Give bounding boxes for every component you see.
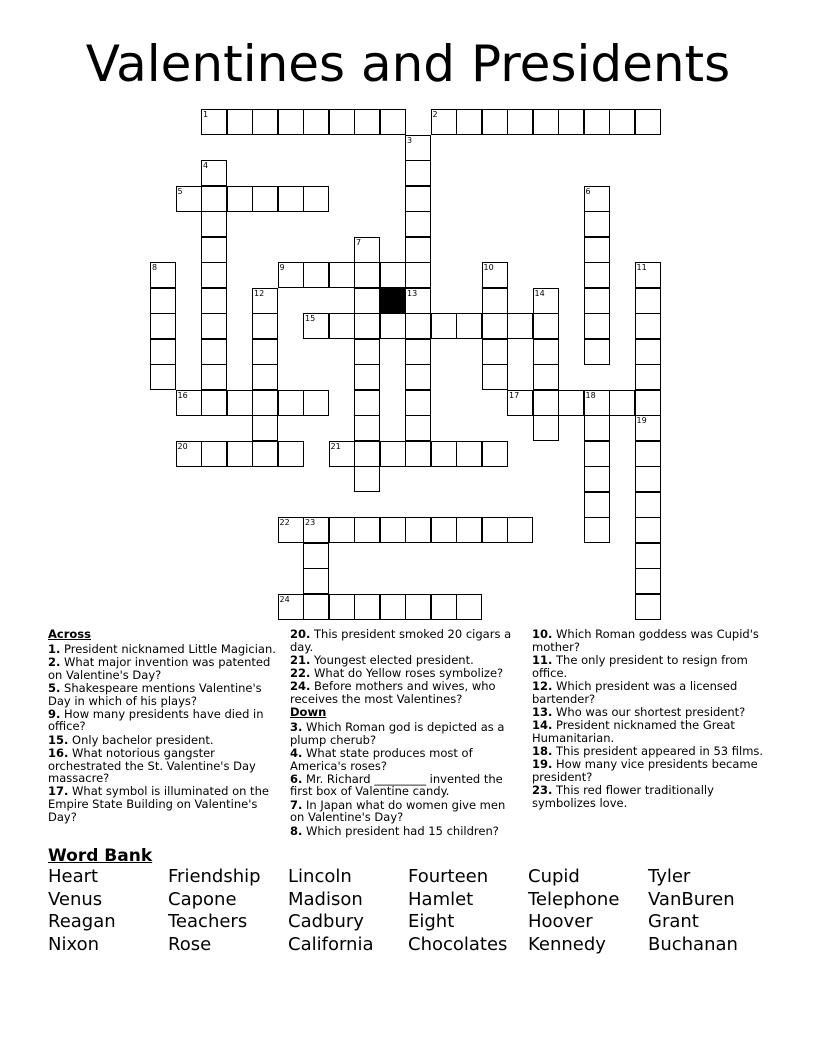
crossword-cell[interactable] xyxy=(405,594,431,620)
crossword-cell[interactable] xyxy=(201,160,227,186)
clue-text: Which president was a licensed bartender? xyxy=(532,678,738,706)
word-bank-word: VanBuren xyxy=(648,888,735,910)
clue-number: 3 xyxy=(407,135,413,145)
clue-item xyxy=(290,721,522,746)
crossword-cell[interactable] xyxy=(252,339,278,365)
crossword-cell[interactable] xyxy=(456,594,482,620)
clue-text: What symbol is illuminated on the Empire State Building on Valentine's Day? xyxy=(48,784,269,824)
crossword-cell[interactable] xyxy=(303,390,329,416)
word-bank xyxy=(48,866,768,957)
crossword-cell[interactable] xyxy=(482,262,508,288)
crossword-cell[interactable] xyxy=(558,109,584,135)
crossword-cell[interactable] xyxy=(329,313,355,339)
crossword-cell[interactable] xyxy=(354,237,380,263)
crossword-cell[interactable] xyxy=(635,262,661,288)
crossword-cell[interactable] xyxy=(303,313,329,339)
clue-item xyxy=(290,773,522,798)
word-bank-word: Cadbury xyxy=(288,911,364,933)
crossword-cell[interactable] xyxy=(150,262,176,288)
crossword-cell[interactable] xyxy=(201,288,227,314)
clue-item xyxy=(290,799,522,824)
clue-item xyxy=(290,628,522,653)
crossword-cell[interactable] xyxy=(584,262,610,288)
crossword-cell[interactable] xyxy=(558,390,584,416)
crossword-cell[interactable] xyxy=(584,339,610,365)
clue-number: 11. xyxy=(532,652,553,667)
crossword-cell[interactable] xyxy=(584,441,610,467)
clue-text: Which Roman goddess was Cupid's mother? xyxy=(532,627,759,654)
clue-number: 16. xyxy=(48,745,69,760)
clue-number: 14 xyxy=(534,288,545,298)
crossword-cell[interactable] xyxy=(252,288,278,314)
crossword-cell[interactable] xyxy=(533,390,559,416)
word-bank-word: Eight xyxy=(408,911,455,933)
clue-number: 23 xyxy=(305,518,316,527)
crossword-cell[interactable] xyxy=(405,390,431,416)
crossword-cell[interactable] xyxy=(329,594,355,620)
crossword-cell[interactable] xyxy=(176,441,202,467)
clues-column-2 xyxy=(290,628,522,838)
clue-text: Which president had 15 children? xyxy=(302,823,499,838)
clues-column-1 xyxy=(48,628,280,824)
crossword-cell[interactable] xyxy=(303,186,329,212)
crossword-cell[interactable] xyxy=(150,313,176,339)
across-header: Across xyxy=(48,627,91,641)
clue-number: 6. xyxy=(290,771,303,786)
clue-number: 18. xyxy=(532,743,553,758)
crossword-cell[interactable] xyxy=(176,186,202,212)
word-bank-word: Rose xyxy=(168,934,212,956)
crossword-cell[interactable] xyxy=(635,466,661,492)
word-bank-word: Telephone xyxy=(528,888,620,910)
clue-number: 10 xyxy=(483,263,494,272)
clue-number: 4 xyxy=(203,161,209,170)
clue-number: 13. xyxy=(532,704,553,719)
crossword-cell[interactable] xyxy=(150,364,176,390)
down-header: Down xyxy=(290,705,327,720)
crossword-cell[interactable] xyxy=(380,313,406,339)
word-bank-word: Buchanan xyxy=(648,934,738,956)
crossword-cell[interactable] xyxy=(635,441,661,467)
crossword-cell[interactable] xyxy=(635,415,661,441)
crossword-cell[interactable] xyxy=(201,109,227,135)
crossword-cell[interactable] xyxy=(584,109,610,135)
crossword-cell[interactable] xyxy=(635,390,661,416)
crossword-cell[interactable] xyxy=(201,441,227,467)
crossword-cell[interactable] xyxy=(482,109,508,135)
crossword-cell[interactable] xyxy=(354,313,380,339)
crossword-cell[interactable] xyxy=(533,313,559,339)
crossword-cell[interactable] xyxy=(482,313,508,339)
clue-number: 22. xyxy=(290,666,311,681)
crossword-cell[interactable] xyxy=(609,109,635,135)
clue-number: 5. xyxy=(48,680,61,695)
crossword-cell[interactable] xyxy=(329,441,355,467)
clue-number: 1. xyxy=(48,641,61,656)
crossword-cell[interactable] xyxy=(456,313,482,339)
clue-item xyxy=(532,758,764,783)
clue-text: Youngest elected president. xyxy=(310,652,474,667)
word-bank-word: Fourteen xyxy=(408,866,489,887)
clue-item xyxy=(48,682,280,707)
crossword-cell[interactable] xyxy=(609,390,635,416)
crossword-cell[interactable] xyxy=(354,466,380,492)
crossword-cell[interactable] xyxy=(456,517,482,543)
crossword-cell[interactable] xyxy=(431,594,457,620)
crossword-cell[interactable] xyxy=(584,288,610,314)
crossword-cell[interactable] xyxy=(405,288,431,314)
clue-item xyxy=(48,785,280,823)
clue-item xyxy=(532,784,764,809)
clue-number: 8 xyxy=(152,263,158,272)
crossword-cell[interactable] xyxy=(405,186,431,212)
crossword-cell[interactable] xyxy=(278,186,304,212)
crossword-cell[interactable] xyxy=(431,109,457,135)
crossword-cell[interactable] xyxy=(278,390,304,416)
clue-number: 13 xyxy=(407,288,418,298)
crossword-cell[interactable] xyxy=(354,390,380,416)
crossword-cell[interactable] xyxy=(482,339,508,365)
word-bank-word: Hoover xyxy=(528,911,593,933)
crossword-cell[interactable] xyxy=(227,390,253,416)
clue-number: 24. xyxy=(290,679,311,694)
clue-number: 8. xyxy=(290,823,303,838)
clue-item xyxy=(290,654,522,667)
clue-item xyxy=(48,643,280,656)
word-bank-word: Tyler xyxy=(648,866,691,887)
clue-item xyxy=(532,706,764,719)
crossword-cell[interactable] xyxy=(635,288,661,314)
clue-number: 22 xyxy=(279,518,290,527)
crossword-cell[interactable] xyxy=(227,109,253,135)
crossword-cell[interactable] xyxy=(584,211,610,237)
puzzle-title: Valentines and Presidents xyxy=(85,35,731,93)
crossword-cell[interactable] xyxy=(354,262,380,288)
clue-number: 4. xyxy=(290,745,303,760)
crossword-cell[interactable] xyxy=(507,109,533,135)
crossword-cell[interactable] xyxy=(584,415,610,441)
crossword-cell[interactable] xyxy=(635,339,661,365)
crossword-cell[interactable] xyxy=(584,313,610,339)
word-bank-word: Cupid xyxy=(528,866,580,887)
word-bank-word: Teachers xyxy=(168,911,248,933)
clue-number: 14. xyxy=(532,717,553,732)
crossword-cell[interactable] xyxy=(303,517,329,543)
crossword-cell[interactable] xyxy=(635,364,661,390)
clue-text: This red flower traditionally symbolizes love. xyxy=(532,782,714,810)
crossword-cell[interactable] xyxy=(635,568,661,594)
crossword-cell[interactable] xyxy=(431,313,457,339)
clue-item xyxy=(48,656,280,681)
crossword-cell[interactable] xyxy=(354,441,380,467)
crossword-cell[interactable] xyxy=(329,262,355,288)
crossword-cell[interactable] xyxy=(405,415,431,441)
word-bank-word: Madison xyxy=(288,888,363,910)
crossword-cell[interactable] xyxy=(482,441,508,467)
crossword-cell[interactable] xyxy=(405,211,431,237)
crossword-cell[interactable] xyxy=(635,594,661,620)
clue-number: 6 xyxy=(585,186,591,196)
crossword-cell[interactable] xyxy=(380,262,406,288)
clue-number: 5 xyxy=(177,186,183,196)
clue-number: 9. xyxy=(48,706,61,721)
clue-number: 20. xyxy=(290,627,311,641)
crossword-cell[interactable] xyxy=(635,543,661,569)
clue-item xyxy=(532,745,764,758)
crossword-cell[interactable] xyxy=(635,492,661,518)
clue-number: 11 xyxy=(636,263,647,272)
clue-number: 24 xyxy=(279,594,290,604)
crossword-cell[interactable] xyxy=(482,364,508,390)
clue-item xyxy=(290,667,522,680)
word-bank-word: Heart xyxy=(48,866,99,887)
clue-number: 20 xyxy=(177,441,188,451)
clue-item xyxy=(48,747,280,785)
crossword-cell[interactable] xyxy=(303,594,329,620)
clue-text: What major invention was patented on Valentine's Day? xyxy=(48,654,271,682)
crossword-cell[interactable] xyxy=(303,262,329,288)
clue-text: Shakespeare mentions Valentine's Day in which of his plays? xyxy=(48,680,262,708)
clue-number: 2 xyxy=(432,110,438,119)
crossword-cell[interactable] xyxy=(380,441,406,467)
clue-item xyxy=(532,628,764,653)
word-bank-word: Capone xyxy=(168,888,237,910)
clue-number: 19 xyxy=(636,416,647,425)
crossword-cell[interactable] xyxy=(431,441,457,467)
crossword-cell[interactable] xyxy=(303,109,329,135)
clue-item xyxy=(290,680,522,705)
word-bank-word: Nixon xyxy=(48,934,99,956)
clue-number: 12. xyxy=(532,678,553,693)
word-bank-word: California xyxy=(288,934,374,956)
crossword-cell[interactable] xyxy=(278,262,304,288)
crossword-cell[interactable] xyxy=(482,517,508,543)
crossword-cell[interactable] xyxy=(533,364,559,390)
crossword-cell[interactable] xyxy=(431,517,457,543)
crossword-cell[interactable] xyxy=(227,186,253,212)
crossword-cell[interactable] xyxy=(584,186,610,212)
crossword-cell[interactable] xyxy=(252,109,278,135)
clue-number: 7 xyxy=(356,237,362,247)
clue-number: 3. xyxy=(290,719,303,734)
crossword-cell[interactable] xyxy=(201,390,227,416)
clue-number: 9 xyxy=(279,263,285,272)
crossword-cell[interactable] xyxy=(507,390,533,416)
clue-number: 23. xyxy=(532,782,553,797)
crossword-cell[interactable] xyxy=(354,339,380,365)
crossword-cell[interactable] xyxy=(533,415,559,441)
crossword-cell[interactable] xyxy=(405,313,431,339)
crossword-cell[interactable] xyxy=(329,517,355,543)
crossword-cell[interactable] xyxy=(354,415,380,441)
crossword-cell[interactable] xyxy=(584,492,610,518)
clue-text: Who was our shortest president? xyxy=(552,704,746,719)
crossword-cell[interactable] xyxy=(227,441,253,467)
crossword-cell[interactable] xyxy=(405,517,431,543)
crossword-cell[interactable] xyxy=(456,109,482,135)
clue-number: 19. xyxy=(532,757,553,772)
crossword-cell[interactable] xyxy=(635,313,661,339)
clue-text: How many presidents have died in office? xyxy=(48,706,264,734)
word-bank-word: Chocolates xyxy=(408,934,508,956)
clue-item xyxy=(48,708,280,733)
clue-number: 10. xyxy=(532,627,553,641)
clue-item xyxy=(290,825,522,838)
clue-number: 18 xyxy=(585,390,596,400)
crossword-cell[interactable] xyxy=(252,313,278,339)
word-bank-word: Friendship xyxy=(168,866,261,887)
crossword-cell[interactable] xyxy=(201,237,227,263)
word-bank-word: Venus xyxy=(48,888,103,910)
crossword-cell[interactable] xyxy=(533,288,559,314)
clue-item xyxy=(532,719,764,744)
crossword-cell[interactable] xyxy=(482,288,508,314)
crossword-cell[interactable] xyxy=(405,339,431,365)
clue-text: Mr. Richard _________ invented the first box of Valentine candy. xyxy=(290,771,503,799)
word-bank-word: Reagan xyxy=(48,911,116,933)
crossword-cell[interactable] xyxy=(635,517,661,543)
crossword-cell[interactable] xyxy=(252,441,278,467)
crossword-cell[interactable] xyxy=(635,109,661,135)
crossword-cell[interactable] xyxy=(252,415,278,441)
crossword-cell[interactable] xyxy=(201,313,227,339)
clue-number: 17 xyxy=(509,390,520,400)
black-square xyxy=(380,288,406,314)
crossword-cell[interactable] xyxy=(278,441,304,467)
word-bank-word: Grant xyxy=(648,911,699,933)
clue-text: In Japan what do women give men on Valentine's Day? xyxy=(290,797,506,825)
clue-text: Before mothers and wives, who receives the most Valentines? xyxy=(290,679,496,707)
clue-text: Which Roman god is depicted as a plump cherub? xyxy=(290,719,505,747)
crossword-cell[interactable] xyxy=(303,543,329,569)
crossword-cell[interactable] xyxy=(405,441,431,467)
crossword-cell[interactable] xyxy=(380,517,406,543)
crossword-cell[interactable] xyxy=(201,339,227,365)
clue-number: 16 xyxy=(177,390,188,400)
crossword-cell[interactable] xyxy=(150,288,176,314)
crossword-cell[interactable] xyxy=(201,211,227,237)
word-bank-title: Word Bank xyxy=(48,846,153,866)
clue-item xyxy=(532,654,764,679)
crossword-cell[interactable] xyxy=(405,160,431,186)
clue-item xyxy=(290,747,522,772)
clue-number: 1 xyxy=(203,110,209,119)
crossword-cell[interactable] xyxy=(584,466,610,492)
crossword-cell[interactable] xyxy=(201,364,227,390)
crossword-cell[interactable] xyxy=(533,109,559,135)
crossword-cell[interactable] xyxy=(278,517,304,543)
crossword-cell[interactable] xyxy=(354,109,380,135)
clue-number: 2. xyxy=(48,654,61,669)
crossword-cell[interactable] xyxy=(201,186,227,212)
crossword-cell[interactable] xyxy=(252,186,278,212)
crossword-cell[interactable] xyxy=(507,517,533,543)
crossword-cell[interactable] xyxy=(329,109,355,135)
crossword-cell[interactable] xyxy=(278,109,304,135)
crossword-cell[interactable] xyxy=(584,237,610,263)
word-bank-word: Kennedy xyxy=(528,934,606,956)
crossword-cell[interactable] xyxy=(201,262,227,288)
clue-number: 21 xyxy=(330,441,341,451)
clue-text: This president appeared in 53 films. xyxy=(552,743,764,758)
clue-text: What do Yellow roses symbolize? xyxy=(310,666,504,681)
crossword-cell[interactable] xyxy=(405,135,431,161)
clue-item xyxy=(532,680,764,705)
clues-column-3 xyxy=(532,628,764,810)
clue-text: What state produces most of America's roses? xyxy=(290,745,473,773)
crossword-cell[interactable] xyxy=(354,517,380,543)
clue-text: Only bachelor president. xyxy=(68,732,214,747)
word-bank-word: Lincoln xyxy=(288,866,352,887)
clue-text: The only president to resign from office. xyxy=(532,652,748,680)
crossword-cell[interactable] xyxy=(252,390,278,416)
clue-number: 17. xyxy=(48,784,69,799)
crossword-cell[interactable] xyxy=(303,568,329,594)
crossword-cell[interactable] xyxy=(380,594,406,620)
crossword-cell[interactable] xyxy=(584,517,610,543)
clue-number: 15. xyxy=(48,732,69,747)
clue-number: 7. xyxy=(290,797,303,812)
clue-text: What notorious gangster orchestrated the St. Valentine's Day massacre? xyxy=(48,745,256,786)
clue-text: How many vice presidents became president? xyxy=(532,757,758,784)
crossword-cell[interactable] xyxy=(533,339,559,365)
crossword-cell[interactable] xyxy=(405,364,431,390)
crossword-cell[interactable] xyxy=(354,594,380,620)
crossword-cell[interactable] xyxy=(405,237,431,263)
crossword-cell[interactable] xyxy=(456,441,482,467)
crossword-cell[interactable] xyxy=(507,313,533,339)
clue-text: President nicknamed the Great Humanitarian. xyxy=(532,717,735,745)
clue-number: 12 xyxy=(254,288,265,298)
crossword-cell[interactable] xyxy=(380,109,406,135)
crossword-cell[interactable] xyxy=(252,364,278,390)
clue-text: President nicknamed Little Magician. xyxy=(60,641,276,656)
crossword-cell[interactable] xyxy=(150,339,176,365)
crossword-cell[interactable] xyxy=(176,390,202,416)
word-bank-word: Hamlet xyxy=(408,888,474,910)
clue-item xyxy=(48,734,280,747)
crossword-cell[interactable] xyxy=(584,390,610,416)
crossword-cell[interactable] xyxy=(278,594,304,620)
clue-number: 15 xyxy=(305,314,316,323)
clue-number: 21. xyxy=(290,652,311,667)
crossword-cell[interactable] xyxy=(354,288,380,314)
crossword-cell[interactable] xyxy=(405,262,431,288)
crossword-cell[interactable] xyxy=(354,364,380,390)
clue-text: This president smoked 20 cigars a day. xyxy=(290,627,512,654)
